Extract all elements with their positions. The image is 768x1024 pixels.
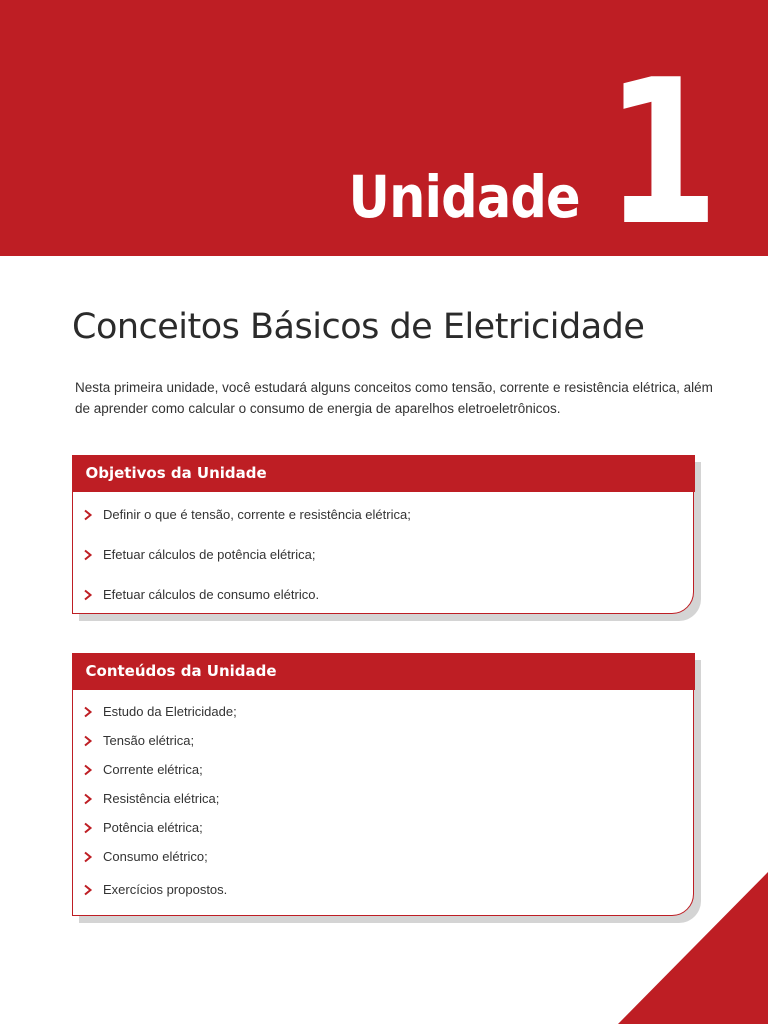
chevron-right-icon: [82, 764, 94, 776]
list-item: [73, 586, 693, 626]
list-item: [73, 790, 693, 819]
chevron-right-icon: [82, 735, 94, 747]
chevron-right-icon: [82, 509, 94, 521]
contents-list: [73, 690, 693, 910]
list-item-text: Definir o que é tensão, corrente e resistência elétrica;: [103, 506, 411, 522]
chevron-right-icon: [82, 706, 94, 718]
list-item: [73, 703, 693, 732]
list-item: [73, 819, 693, 848]
chevron-right-icon: [82, 851, 94, 863]
list-item-text: Tensão elétrica;: [103, 732, 195, 748]
list-item-text: Consumo elétrico;: [103, 848, 208, 864]
list-item-text: Estudo da Eletricidade;: [103, 703, 237, 719]
list-item: [73, 848, 693, 877]
objectives-list: [73, 492, 693, 626]
list-item: [73, 761, 693, 790]
contents-heading: Conteúdos da Unidade: [72, 653, 695, 690]
list-item-text: Potência elétrica;: [103, 819, 203, 835]
unit-number: 1: [605, 37, 720, 270]
list-item-text: Efetuar cálculos de consumo elétrico.: [103, 586, 320, 602]
objectives-heading: Objetivos da Unidade: [72, 455, 695, 492]
list-item: [73, 881, 693, 910]
unit-banner: [0, 0, 768, 270]
list-item-text: Corrente elétrica;: [103, 761, 203, 777]
corner-triangle-decoration: [618, 872, 768, 1024]
intro-paragraph: Nesta primeira unidade, você estudará alguns conceitos como tensão, corrente e resistência elétrica, além de aprender como calcular o consumo de energia de aparelhos eletroeletrônicos.: [75, 380, 713, 416]
objectives-box: [72, 455, 694, 614]
chevron-right-icon: [82, 589, 94, 601]
chevron-right-icon: [82, 884, 94, 896]
list-item-text: Resistência elétrica;: [103, 790, 220, 806]
chevron-right-icon: [82, 793, 94, 805]
contents-box: [72, 653, 694, 916]
chevron-right-icon: [82, 549, 94, 561]
list-item: [73, 546, 693, 586]
list-item: [73, 506, 693, 546]
unit-label: Unidade: [348, 163, 580, 231]
chevron-right-icon: [82, 822, 94, 834]
list-item-text: Exercícios propostos.: [103, 881, 228, 897]
list-item-text: Efetuar cálculos de potência elétrica;: [103, 546, 316, 562]
page-title: Conceitos Básicos de Eletricidade: [72, 307, 645, 347]
list-item: [73, 732, 693, 761]
